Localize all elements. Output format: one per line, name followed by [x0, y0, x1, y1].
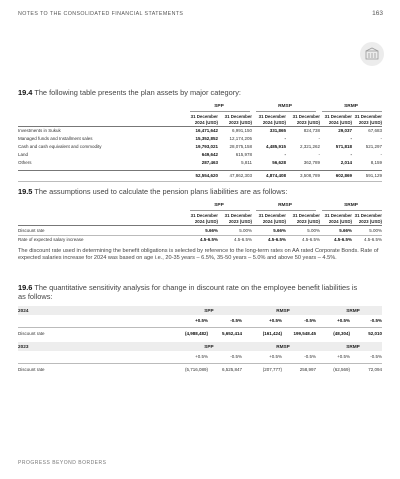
group-head-spp: SPP	[214, 203, 224, 208]
group-head-rmsp: RMSP	[276, 308, 290, 313]
running-header: NOTES TO THE CONSOLIDATED FINANCIAL STATEMENTS	[18, 11, 184, 17]
group-head-rmsp: RMSP	[278, 203, 292, 208]
group-head-spp: SPP	[214, 104, 224, 109]
column-header: 31 December 2024 (USD)	[324, 213, 352, 224]
group-head-srmp: SRMP	[344, 104, 358, 109]
column-header: 31 December 2023 (USD)	[354, 213, 382, 224]
group-head-srmp: SRMP	[346, 308, 360, 313]
section-number: 19.6	[18, 283, 33, 292]
year-label: 2023	[18, 344, 29, 349]
group-head-srmp: SRMP	[346, 344, 360, 349]
section-heading: The assumptions used to calculate the pension plans liabilities are as follows:	[34, 187, 288, 196]
discount-rate-paragraph: The discount rate used in determining the benefit obligations is selected by reference to the long-term rates on AA rated Corporate Bonds. Rate of expected salaries increase for 2024 was based on age i.e., 20-35 years – 6.5%, 35-50 years – 5.0% and above 50 years – 4.5%.	[18, 248, 379, 262]
footer-tagline: PROGRESS BEYOND BORDERS	[18, 460, 107, 466]
column-header: 31 December 2024 (USD)	[190, 213, 218, 224]
group-head-rmsp: RMSP	[278, 104, 292, 109]
group-head-srmp: SRMP	[344, 203, 358, 208]
column-header: 31 December 2024 (USD)	[258, 114, 286, 125]
column-header: 31 December 2024 (USD)	[258, 213, 286, 224]
column-header: 31 December 2023 (USD)	[224, 213, 252, 224]
column-header: 31 December 2024 (USD)	[324, 114, 352, 125]
building-seal-icon	[360, 42, 384, 66]
column-header: 31 December 2023 (USD)	[354, 114, 382, 125]
section-number: 19.4	[18, 88, 33, 97]
group-head-rmsp: RMSP	[276, 344, 290, 349]
section-heading: The following table presents the plan assets by major category:	[34, 88, 241, 97]
group-head-spp: SPP	[204, 308, 214, 313]
section-number: 19.5	[18, 187, 33, 196]
column-header: 31 December 2024 (USD)	[190, 114, 218, 125]
column-header: 31 December 2023 (USD)	[292, 114, 320, 125]
year-label: 2024	[18, 308, 29, 313]
column-header: 31 December 2023 (USD)	[224, 114, 252, 125]
section-19-4-title	[18, 88, 358, 97]
group-head-spp: SPP	[204, 344, 214, 349]
column-header: 31 December 2023 (USD)	[292, 213, 320, 224]
page-number: 163	[372, 10, 383, 17]
section-heading: The quantitative sensitivity analysis for change in discount rate on the employee benefit liabilities is as follows:	[18, 283, 358, 301]
section-19-5-title	[18, 187, 358, 196]
section-19-6-title	[18, 283, 358, 301]
